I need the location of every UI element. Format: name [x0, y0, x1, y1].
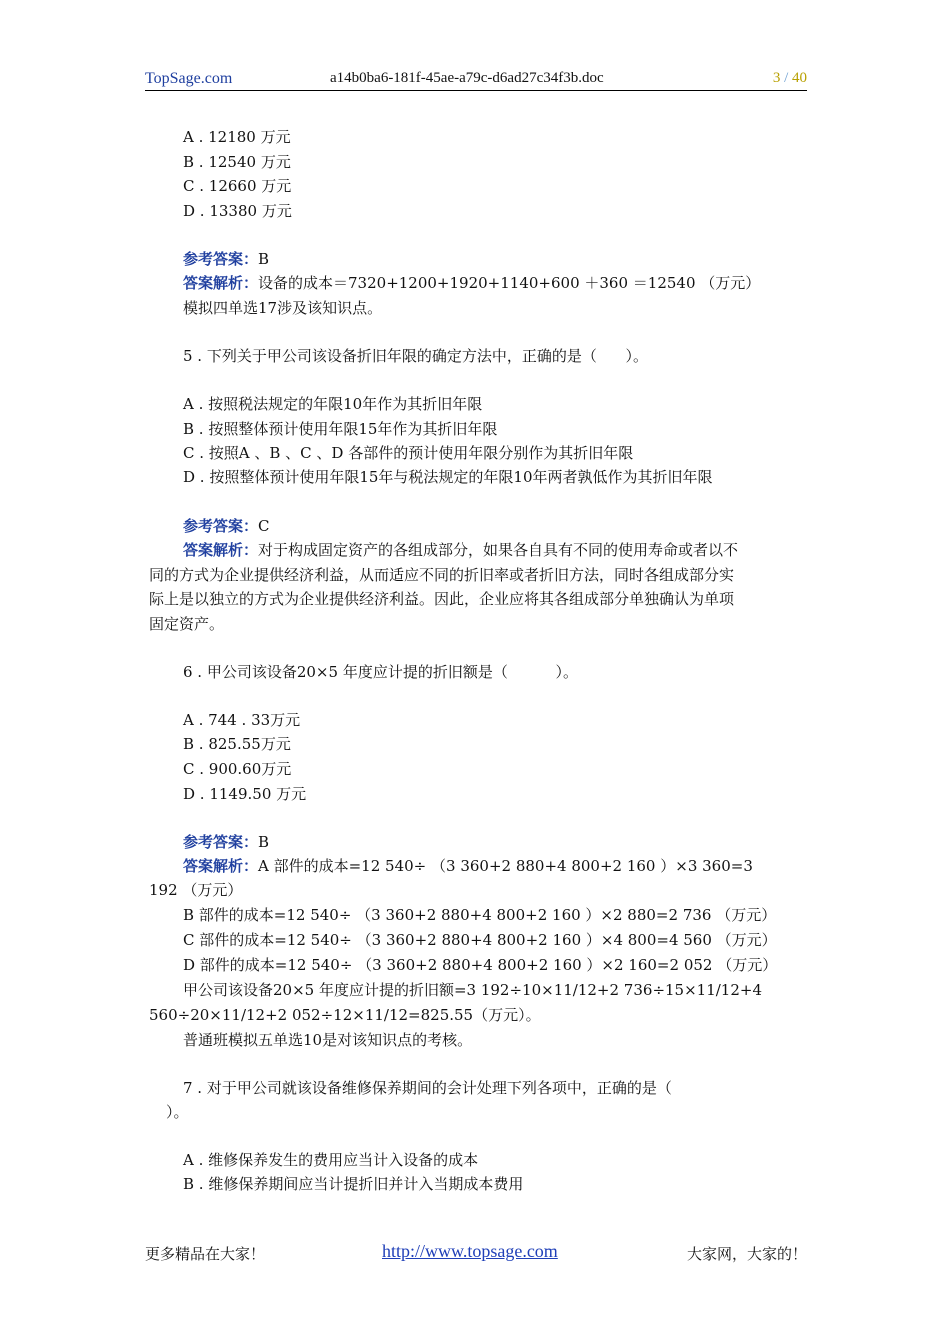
footer-link[interactable]: http://www.topsage.com: [382, 1241, 558, 1261]
q5-analysis-line: 同的方式为企业提供经济利益，从而适应不同的折旧率或者折旧方法，同时各组成部分实: [149, 566, 735, 584]
analysis-label: 答案解析：: [183, 274, 259, 292]
q4-option-c: C . 12660 万元: [183, 177, 292, 195]
analysis-text: 设备的成本＝7320+1200+1920+1140+600 ＋360 ＝12540 （万元）: [258, 274, 761, 292]
analysis-label: 答案解析：: [183, 857, 259, 875]
q4-answer: [183, 247, 269, 271]
page-separator: /: [780, 70, 792, 86]
analysis-text: 对于构成固定资产的各组成部分，如果各自具有不同的使用寿命或者以不: [258, 541, 739, 559]
page-current: 3: [772, 70, 781, 86]
q6-analysis-line: 192 （万元）: [149, 881, 243, 899]
site-name[interactable]: TopSage.com: [145, 70, 233, 87]
page-footer: [145, 1243, 807, 1267]
page-indicator: [773, 70, 807, 87]
document-filename: a14b0ba6-181f-45ae-a79c-d6ad27c34f3b.doc: [330, 70, 604, 86]
q5-option-a: A . 按照税法规定的年限10年作为其折旧年限: [183, 395, 483, 413]
q5-analysis-line: 际上是以独立的方式为企业提供经济利益。因此，企业应将其各组成部分单独确认为单项: [149, 590, 735, 608]
answer-value: B: [258, 833, 270, 851]
q6-analysis-line: D 部件的成本=12 540÷ （3 360+2 880+4 800+2 160 ）×2 160=2 052 （万元）: [183, 956, 778, 974]
q6-analysis-line: C 部件的成本=12 540÷ （3 360+2 880+4 800+2 160 ）×4 800=4 560 （万元）: [183, 931, 777, 949]
q4-note: 模拟四单选17涉及该知识点。: [183, 299, 383, 317]
q5-option-c: C . 按照A 、B 、C 、D 各部件的预计使用年限分别作为其折旧年限: [183, 444, 634, 462]
q6-analysis-line: 甲公司该设备20×5 年度应计提的折旧额=3 192÷10×11/12+2 736÷15×11/12+4: [183, 981, 763, 999]
q6-note: 普通班模拟五单选10是对该知识点的考核。: [183, 1031, 473, 1049]
q7-option-b: B . 维修保养期间应当计提折旧并计入当期成本费用: [183, 1175, 524, 1193]
q5-option-d: D . 按照整体预计使用年限15年与税法规定的年限10年两者孰低作为其折旧年限: [183, 468, 713, 486]
q5-analysis: [183, 538, 738, 562]
q6-question: 6 . 甲公司该设备20×5 年度应计提的折旧额是（ ）。: [183, 663, 578, 681]
analysis-text: A 部件的成本=12 540÷ （3 360+2 880+4 800+2 160 ）×3 360=3: [258, 857, 753, 875]
answer-label: 参考答案：: [183, 517, 259, 535]
q4-option-a: A . 12180 万元: [183, 128, 291, 146]
q5-answer: [183, 514, 270, 538]
footer-right-text: 大家网，大家的！: [686, 1245, 807, 1263]
answer-label: 参考答案：: [183, 833, 259, 851]
q7-question: 7 . 对于甲公司就该设备维修保养期间的会计处理下列各项中，正确的是（: [183, 1079, 672, 1097]
q6-analysis-line: 560÷20×11/12+2 052÷12×11/12=825.55（万元）。: [149, 1006, 541, 1024]
q6-option-a: A . 744 . 33万元: [183, 711, 301, 729]
q6-option-b: B . 825.55万元: [183, 735, 291, 753]
q6-analysis-line: B 部件的成本=12 540÷ （3 360+2 880+4 800+2 160 ）×2 880=2 736 （万元）: [183, 906, 777, 924]
q5-option-b: B . 按照整体预计使用年限15年作为其折旧年限: [183, 420, 498, 438]
answer-label: 参考答案：: [183, 250, 259, 268]
q7-option-a: A . 维修保养发生的费用应当计入设备的成本: [183, 1151, 479, 1169]
q5-question: 5 . 下列关于甲公司该设备折旧年限的确定方法中，正确的是（ ）。: [183, 347, 648, 365]
q4-analysis: [183, 271, 760, 295]
answer-value: B: [258, 250, 270, 268]
q5-analysis-line: 固定资产。: [149, 615, 225, 633]
q4-option-d: D . 13380 万元: [183, 202, 292, 220]
q6-option-c: C . 900.60万元: [183, 760, 292, 778]
q4-option-b: B . 12540 万元: [183, 153, 291, 171]
analysis-label: 答案解析：: [183, 541, 259, 559]
q6-analysis: [183, 854, 753, 878]
answer-value: C: [258, 517, 270, 535]
page-header: [145, 68, 807, 91]
q7-question-line: ）。: [166, 1103, 189, 1121]
page-total: 40: [792, 70, 807, 86]
q6-option-d: D . 1149.50 万元: [183, 785, 307, 803]
q6-answer: [183, 830, 269, 854]
footer-left-text: 更多精品在大家！: [145, 1245, 266, 1263]
